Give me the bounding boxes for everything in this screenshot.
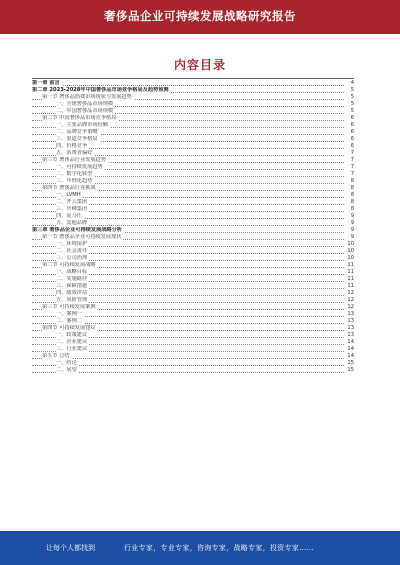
toc-entry-label: 一、战略目标 (56, 269, 88, 275)
toc-entry-label: 三、渠道竞争格局 (56, 136, 98, 142)
toc-entry-page: 9 (350, 227, 354, 233)
toc-entry[interactable] (32, 80, 354, 87)
toc-entry-page: 8 (350, 192, 354, 198)
toc-entry[interactable] (32, 304, 354, 311)
toc-entry-page: 13 (347, 332, 354, 338)
toc-entry-label: 一、环境保护 (56, 241, 88, 247)
toc-entry[interactable] (32, 255, 354, 262)
toc-entry-label: 第四节 奢侈品行业挑战 (42, 185, 96, 191)
toc-entry-page: 6 (350, 115, 354, 121)
toc-entry-page: 11 (347, 276, 354, 282)
toc-entry[interactable] (32, 269, 354, 276)
toc-entry[interactable] (32, 283, 354, 290)
toc-entry-page: 11 (347, 269, 354, 275)
report-header-bar (0, 0, 400, 34)
toc-entry-label: 第五节 总结 (42, 353, 70, 359)
toc-entry[interactable] (32, 248, 354, 255)
toc-entry-page: 10 (347, 255, 354, 261)
toc-entry[interactable] (32, 360, 354, 367)
toc-entry[interactable] (32, 164, 354, 171)
toc-entry-page: 5 (350, 94, 354, 100)
toc-entry-label: 一、可持续发展趋势 (56, 164, 103, 170)
toc-entry-page: 12 (347, 290, 354, 296)
toc-entry[interactable] (32, 276, 354, 283)
toc-entry-label: 第三节 奢侈品行业发展趋势 (42, 157, 106, 163)
toc-entry-page: 8 (350, 185, 354, 191)
toc-entry-label: 一、全球奢侈品市场规模 (56, 101, 114, 107)
divider (32, 78, 354, 79)
toc-entry-page: 10 (347, 248, 354, 254)
toc-entry-page: 5 (350, 87, 354, 93)
toc-entry-label: 二、实施路径 (56, 276, 88, 282)
toc-entry[interactable] (32, 262, 354, 269)
toc-entry-label: 三、保障措施 (56, 283, 88, 289)
toc-entry-label: 二、开云集团 (56, 199, 88, 205)
toc-entry-label: 一、结论 (56, 360, 77, 366)
toc-entry-label: 一、政策建议 (56, 332, 88, 338)
footer-right-text: 行业专家，专业专家，咨询专家，战略专家，投资专家…… (124, 544, 314, 552)
toc-entry-page: 5 (350, 101, 354, 107)
toc-entry[interactable] (32, 199, 354, 206)
toc-entry[interactable] (32, 136, 354, 143)
toc-entry-label: 一、主要品牌市场份额 (56, 122, 108, 128)
toc-entry-label: 四、价格竞争 (56, 143, 88, 149)
toc-entry-label: 第一节 奢侈品消费市场现状与发展趋势 (42, 94, 132, 100)
toc-entry-page: 12 (347, 304, 354, 310)
toc-entry-page: 9 (350, 213, 354, 219)
toc-entry-page: 15 (347, 367, 354, 373)
toc-entry-label: 五、消费者偏好 (56, 150, 93, 156)
toc-entry[interactable] (32, 171, 354, 178)
toc-entry-page: 6 (350, 122, 354, 128)
toc-entry-label: 三、行业建议 (56, 346, 88, 352)
toc-entry-page: 11 (347, 283, 354, 289)
toc-entry-page: 13 (347, 311, 354, 317)
footer-bar (0, 531, 400, 565)
toc-title: 内容目录 (173, 58, 226, 72)
toc-entry-page: 4 (350, 80, 354, 86)
toc-entry-page: 7 (350, 157, 354, 163)
toc-entry[interactable] (32, 227, 354, 234)
toc-entry[interactable] (32, 157, 354, 164)
toc-entry-page: 13 (347, 325, 354, 331)
toc-entry-page: 14 (347, 339, 354, 345)
toc-entry[interactable] (32, 87, 354, 94)
toc-entry-label: 第一节 奢侈品企业可持续发展现状 (42, 234, 122, 240)
toc-entry-page: 8 (350, 178, 354, 184)
toc-entry-page: 9 (350, 234, 354, 240)
toc-entry-label: 第三章 奢侈品企业可持续发展战略分析 (32, 227, 122, 233)
toc-entry-label: 四、爱马仕 (56, 213, 82, 219)
toc-entry-label: 第二节 中国奢侈品市场竞争格局 (42, 115, 117, 121)
toc-entry[interactable] (32, 213, 354, 220)
toc-entry-label: 第三节 可持续发展案例 (42, 304, 96, 310)
toc-entry-page: 5 (350, 108, 354, 114)
toc-entry[interactable] (32, 346, 354, 353)
toc-entry[interactable] (32, 297, 354, 304)
toc-entry-label: 五、风险管理 (56, 297, 88, 303)
toc-entry[interactable] (32, 143, 354, 150)
toc-entry-label: 三、公司治理 (56, 255, 88, 261)
toc-entry[interactable] (32, 185, 354, 192)
toc-entry-label: 二、展望 (56, 367, 77, 373)
toc-entry-label: 第二章 2023-2028年中国奢侈品市场竞争格局及趋势预测 (32, 87, 169, 93)
toc-entry-page: 9 (350, 220, 354, 226)
toc-entry[interactable] (32, 318, 354, 325)
toc-entry[interactable] (32, 150, 354, 157)
toc-entry-label: 一、案例一 (56, 311, 82, 317)
toc-entry[interactable] (32, 353, 354, 360)
toc-entry-page: 14 (347, 353, 354, 359)
toc-entry-page: 6 (350, 136, 354, 142)
toc-entry[interactable] (32, 220, 354, 227)
report-title: 奢侈品企业可持续发展战略研究报告 (104, 9, 296, 23)
toc-entry-label: 二、中国奢侈品市场规模 (56, 108, 114, 114)
toc-entry-label: 三、历峰集团 (56, 206, 88, 212)
toc-entry[interactable] (32, 94, 354, 101)
toc-entry-label: 二、社会责任 (56, 248, 88, 254)
toc-entry[interactable] (32, 115, 354, 122)
toc-entry-label: 二、案例二 (56, 318, 82, 324)
toc-entry-page: 8 (350, 206, 354, 212)
toc-entry-label: 二、企业建议 (56, 339, 88, 345)
toc-entry[interactable] (32, 206, 354, 213)
toc-entry[interactable] (32, 108, 354, 115)
toc-entry-page: 8 (350, 199, 354, 205)
toc-entry[interactable] (32, 367, 354, 374)
toc-entry[interactable] (32, 332, 354, 339)
toc-entry-page: 7 (350, 164, 354, 170)
toc-entry-page: 6 (350, 129, 354, 135)
toc-entry[interactable] (32, 178, 354, 185)
toc-leader-dots (32, 85, 344, 86)
toc-entry[interactable] (32, 129, 354, 136)
toc-entry[interactable] (32, 339, 354, 346)
toc-entry[interactable] (32, 290, 354, 297)
toc-entry-label: 第二节 可持续发展战略 (42, 262, 96, 268)
toc-entry-page: 11 (347, 262, 354, 268)
toc-entry-label: 四、绩效评估 (56, 290, 88, 296)
table-of-contents (32, 80, 354, 374)
toc-entry-label: 二、数字化转型 (56, 171, 93, 177)
toc-entry[interactable] (32, 325, 354, 332)
toc-entry-page: 7 (350, 171, 354, 177)
toc-entry[interactable] (32, 192, 354, 199)
toc-entry-label: 三、年轻化趋势 (56, 178, 93, 184)
toc-entry-page: 14 (347, 346, 354, 352)
toc-entry-page: 15 (347, 360, 354, 366)
toc-entry-page: 12 (347, 297, 354, 303)
toc-entry-page: 10 (347, 241, 354, 247)
toc-entry-page: 13 (347, 318, 354, 324)
toc-entry-label: 第一章 前言 (32, 80, 60, 86)
toc-entry[interactable] (32, 311, 354, 318)
toc-entry[interactable] (32, 234, 354, 241)
toc-leader-dots (32, 358, 344, 359)
toc-entry-label: 二、品牌竞争策略 (56, 129, 98, 135)
toc-entry-label: 第四节 可持续发展建议 (42, 325, 96, 331)
toc-entry-label: 五、其他品牌 (56, 220, 88, 226)
toc-entry-page: 7 (350, 150, 354, 156)
toc-entry-label: 一、LVMH (56, 192, 81, 198)
toc-entry-page: 6 (350, 143, 354, 149)
toc-entry[interactable] (32, 122, 354, 129)
footer-left-text: 让每个人都找到 (46, 544, 95, 552)
toc-entry[interactable] (32, 241, 354, 248)
toc-entry[interactable] (32, 101, 354, 108)
